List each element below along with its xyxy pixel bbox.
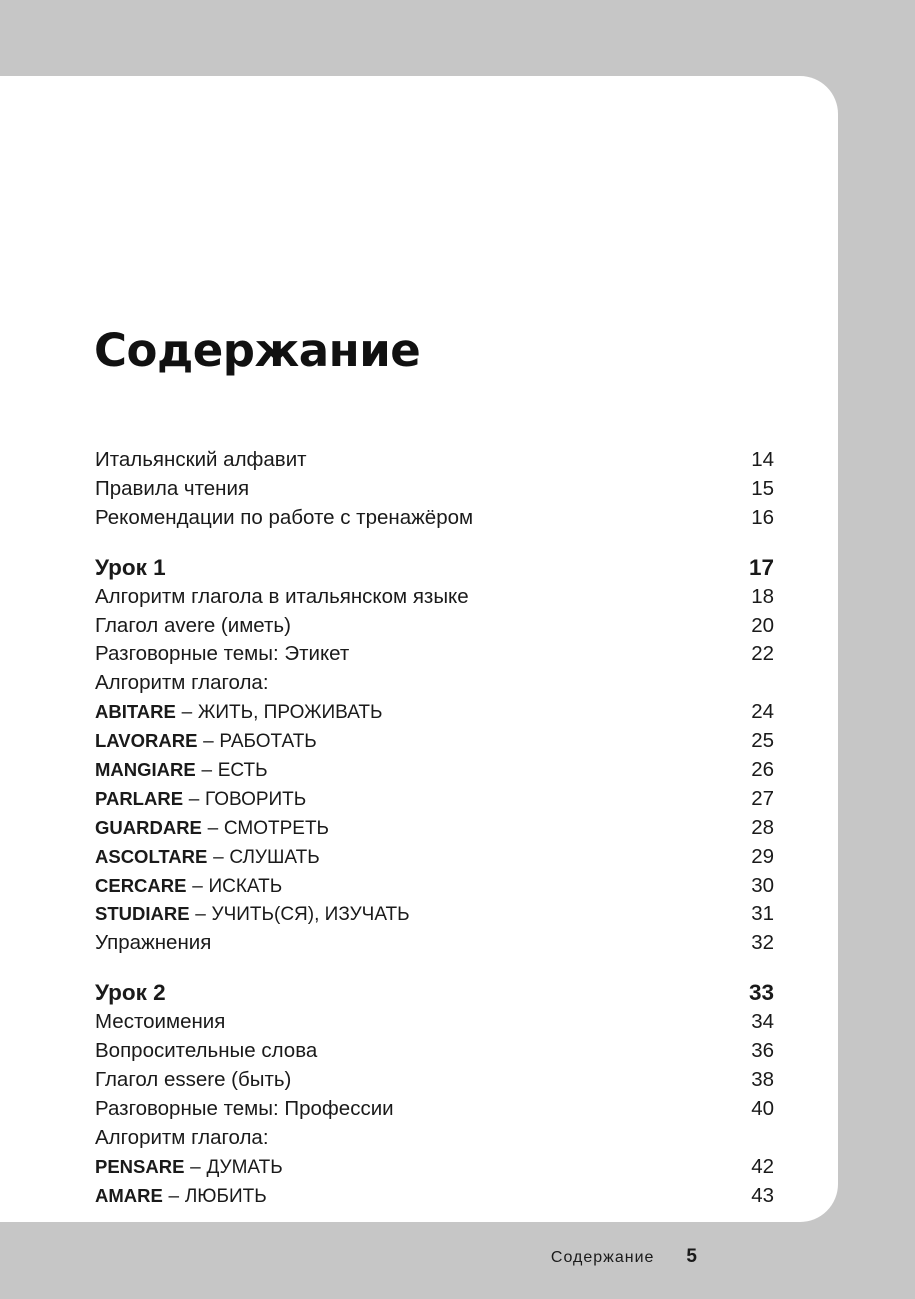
verb-name: PARLARE	[95, 787, 184, 809]
verb-translation: УЧИТЬ(СЯ), ИЗУЧАТЬ	[211, 904, 410, 926]
verb-translation: ГОВОРИТЬ	[205, 788, 307, 810]
toc-entry[interactable]	[95, 1095, 774, 1124]
toc-entry-page: 27	[751, 786, 774, 810]
verb-dash: –	[213, 846, 224, 868]
toc-entry[interactable]	[95, 640, 774, 669]
lesson-heading-label: Урок 1	[95, 554, 166, 580]
toc-lesson-1-heading[interactable]	[95, 553, 774, 583]
verb-dash: –	[181, 702, 193, 724]
table-of-contents	[95, 446, 774, 1210]
verb-name: LAVORARE	[95, 730, 198, 752]
verb-name: MANGIARE	[95, 759, 196, 781]
toc-verb-entry[interactable]	[95, 1182, 774, 1211]
toc-entry-label: Рекомендации по работе с тренажёром	[95, 505, 474, 529]
toc-entry[interactable]	[95, 1008, 774, 1037]
verb-dash: –	[190, 1156, 201, 1178]
toc-entry-page: 40	[751, 1096, 774, 1120]
verb-translation: ДУМАТЬ	[206, 1156, 283, 1178]
book-page	[0, 76, 838, 1267]
toc-entry-page: 31	[751, 902, 774, 926]
toc-entry-label: Местоимения	[95, 1010, 226, 1034]
toc-entry-page: 30	[751, 873, 774, 897]
toc-entry-label: Алгоритм глагола:	[95, 1125, 269, 1149]
toc-verb-entry[interactable]	[95, 785, 774, 814]
page-title: Содержание	[94, 324, 421, 377]
verb-name: CERCARE	[95, 874, 187, 896]
toc-entry-page: 16	[751, 505, 774, 529]
toc-verb-entry[interactable]	[95, 900, 774, 929]
toc-verb-entry[interactable]	[95, 843, 774, 872]
toc-entry-page: 22	[751, 642, 774, 666]
toc-entry-page: 28	[751, 815, 774, 839]
verb-name: GUARDARE	[95, 816, 202, 838]
toc-entry-page: 24	[751, 700, 774, 724]
verb-name: AMARE	[95, 1184, 163, 1206]
toc-entry-page: 14	[751, 448, 774, 471]
toc-entry-page: 32	[751, 931, 774, 955]
verb-dash: –	[203, 731, 214, 753]
toc-entry-page: 15	[751, 476, 774, 500]
toc-entry-label: Разговорные темы: Профессии	[95, 1096, 394, 1120]
lesson-heading-page: 17	[748, 554, 774, 580]
lesson-heading-label: Урок 2	[95, 980, 166, 1006]
lesson-heading-page: 33	[748, 980, 774, 1006]
verb-name: ASCOLTARE	[95, 845, 208, 867]
verb-translation: ЖИТЬ, ПРОЖИВАТЬ	[197, 702, 383, 724]
toc-entry-page: 43	[751, 1183, 774, 1207]
verb-translation: ЛЮБИТЬ	[184, 1185, 267, 1207]
verb-translation: ЕСТЬ	[217, 760, 268, 782]
toc-subheading	[95, 669, 774, 698]
footer-section-title: Содержание	[550, 1249, 655, 1266]
toc-entry-page: 38	[751, 1068, 774, 1092]
verb-name: PENSARE	[95, 1155, 185, 1177]
toc-verb-entry[interactable]	[95, 872, 774, 901]
verb-dash: –	[201, 760, 213, 782]
toc-entry-label: Глагол essere (быть)	[95, 1068, 292, 1092]
toc-entry[interactable]	[95, 612, 774, 641]
toc-verb-entry[interactable]	[95, 1153, 774, 1182]
toc-entry-label: Упражнения	[95, 931, 212, 955]
toc-entry-label: Итальянский алфавит	[95, 448, 307, 471]
toc-entry-page: 25	[751, 729, 774, 753]
toc-verb-entry[interactable]	[95, 814, 774, 843]
toc-entry[interactable]	[95, 446, 774, 475]
verb-dash: –	[168, 1185, 180, 1207]
toc-entry[interactable]	[95, 1066, 774, 1095]
toc-entry-page: 18	[751, 584, 774, 608]
toc-entry-page: 36	[751, 1039, 774, 1063]
verb-translation: СМОТРЕТЬ	[223, 817, 330, 839]
toc-entry-page: 26	[751, 758, 774, 782]
toc-verb-entry[interactable]	[95, 727, 774, 756]
verb-name: ABITARE	[95, 701, 176, 723]
toc-lesson-2-heading[interactable]	[95, 978, 774, 1008]
verb-translation: РАБОТАТЬ	[219, 731, 317, 753]
page-footer	[551, 1246, 697, 1268]
toc-subheading	[95, 1124, 774, 1153]
toc-entry[interactable]	[95, 929, 774, 958]
toc-entry-label: Алгоритм глагола в итальянском языке	[95, 584, 469, 608]
toc-entry-page: 29	[751, 844, 774, 868]
page-number: 5	[686, 1246, 697, 1267]
verb-translation: СЛУШАТЬ	[229, 846, 320, 868]
verb-dash: –	[195, 904, 206, 926]
toc-entry[interactable]	[95, 475, 774, 504]
toc-entry-label: Алгоритм глагола:	[95, 671, 269, 695]
toc-entry[interactable]	[95, 504, 774, 533]
toc-entry-label: Правила чтения	[95, 476, 250, 500]
toc-entry-page: 20	[751, 613, 774, 637]
verb-dash: –	[207, 817, 219, 839]
toc-entry-label: Глагол avere (иметь)	[95, 613, 291, 637]
toc-entry-page: 42	[751, 1154, 774, 1178]
verb-translation: ИСКАТЬ	[208, 875, 283, 897]
verb-name: STUDIARE	[95, 903, 190, 925]
toc-entry-page: 34	[751, 1010, 774, 1034]
verb-dash: –	[188, 788, 200, 810]
toc-verb-entry[interactable]	[95, 698, 774, 727]
verb-dash: –	[192, 875, 203, 897]
toc-verb-entry[interactable]	[95, 756, 774, 785]
toc-entry[interactable]	[95, 583, 774, 612]
toc-entry-label: Разговорные темы: Этикет	[95, 642, 350, 666]
toc-entry-label: Вопросительные слова	[95, 1039, 318, 1063]
toc-entry[interactable]	[95, 1037, 774, 1066]
